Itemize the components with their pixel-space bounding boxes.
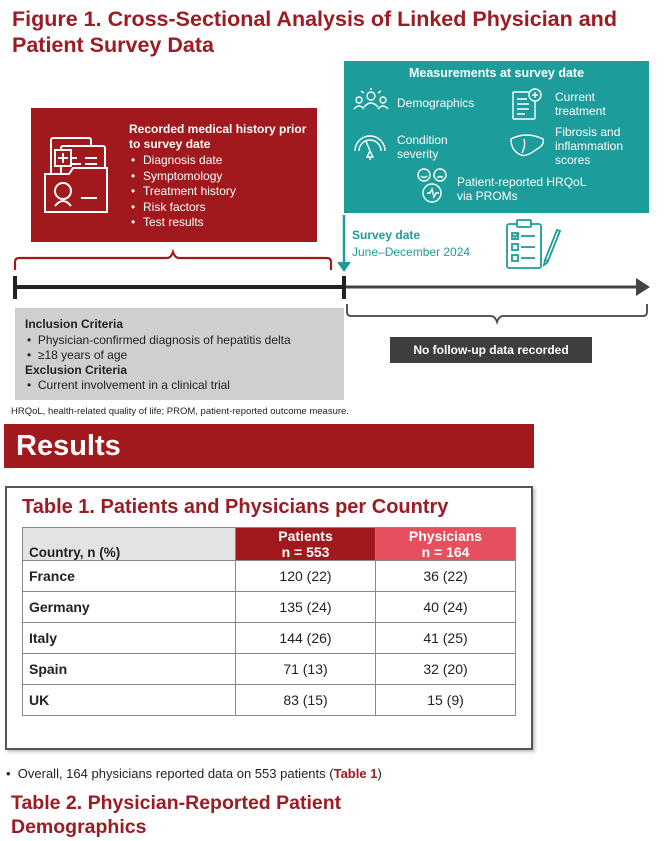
history-item: • Symptomology — [131, 169, 236, 185]
no-followup-badge: No follow-up data recorded — [390, 337, 592, 363]
history-item: • Treatment history — [131, 184, 236, 200]
history-item: • Test results — [131, 215, 236, 231]
header-patients: Patients n = 553 — [236, 528, 376, 561]
table1-title: Table 1. Patients and Physicians per Country — [22, 496, 449, 518]
history-item: • Diagnosis date — [131, 153, 236, 169]
overall-summary: • Overall, 164 physicians reported data on 553 patients (Table 1) — [6, 766, 382, 781]
patients-cell: 83 (15) — [236, 685, 376, 716]
current-treatment-label: Current treatment — [555, 90, 606, 118]
table2-title: Table 2. Physician-Reported Patient Demographics — [11, 792, 342, 838]
fibrosis-scores-label: Fibrosis and inflammation scores — [555, 125, 624, 167]
physicians-cell: 40 (24) — [376, 592, 516, 623]
survey-date-label: Survey date — [352, 228, 421, 242]
condition-severity-label: Condition severity — [397, 133, 448, 161]
header-country: Country, n (%) — [23, 528, 236, 561]
header-physicians: Physicians n = 164 — [376, 528, 516, 561]
inclusion-item: • ≥18 years of age — [27, 348, 128, 362]
table-header-row — [23, 528, 516, 561]
country-cell: UK — [23, 685, 236, 716]
table-row — [23, 561, 516, 592]
overall-text: Overall, 164 physicians reported data on 553 patients ( — [17, 766, 334, 781]
patients-cell: 71 (13) — [236, 654, 376, 685]
country-cell: Spain — [23, 654, 236, 685]
overall-close: ) — [377, 766, 382, 781]
country-cell: Germany — [23, 592, 236, 623]
table-row — [23, 654, 516, 685]
measurements-heading: Measurements at survey date — [408, 66, 585, 80]
history-brace — [15, 252, 331, 270]
exclusion-item: • Current involvement in a clinical trial — [27, 378, 230, 392]
inclusion-item: • Physician-confirmed diagnosis of hepatitis delta — [27, 333, 291, 347]
history-item: • Risk factors — [131, 200, 236, 216]
medical-history-heading: Recorded medical history prior to survey date — [129, 122, 307, 151]
physicians-cell: 32 (20) — [376, 654, 516, 685]
table1-reference[interactable]: Table 1 — [333, 766, 378, 781]
demographics-label: Demographics — [397, 96, 475, 110]
criteria-panel — [15, 308, 344, 400]
table-row — [23, 623, 516, 654]
followup-brace — [347, 304, 647, 322]
physicians-cell: 36 (22) — [376, 561, 516, 592]
exclusion-heading: Exclusion Criteria — [25, 363, 128, 377]
inclusion-heading: Inclusion Criteria — [25, 317, 124, 331]
hrqol-label: Patient-reported HRQoL via PROMs — [457, 175, 586, 203]
timeline-arrowhead — [636, 278, 650, 296]
figure-title: Figure 1. Cross-Sectional Analysis of Linked Physician and Patient Survey Data — [12, 7, 617, 57]
physicians-cell: 15 (9) — [376, 685, 516, 716]
country-cell: France — [23, 561, 236, 592]
survey-pointer-arrow — [337, 262, 351, 272]
patients-cell: 144 (26) — [236, 623, 376, 654]
results-heading: Results — [4, 424, 534, 468]
patients-physicians-table — [22, 527, 516, 716]
patients-cell: 120 (22) — [236, 561, 376, 592]
survey-clipboard-icon — [503, 218, 561, 272]
physicians-cell: 41 (25) — [376, 623, 516, 654]
survey-date-range: June–December 2024 — [352, 245, 471, 259]
patients-cell: 135 (24) — [236, 592, 376, 623]
country-cell: Italy — [23, 623, 236, 654]
table-row — [23, 685, 516, 716]
abbreviation-footnote: HRQoL, health-related quality of life; PROM, patient-reported outcome measure. — [11, 406, 349, 417]
table-row — [23, 592, 516, 623]
